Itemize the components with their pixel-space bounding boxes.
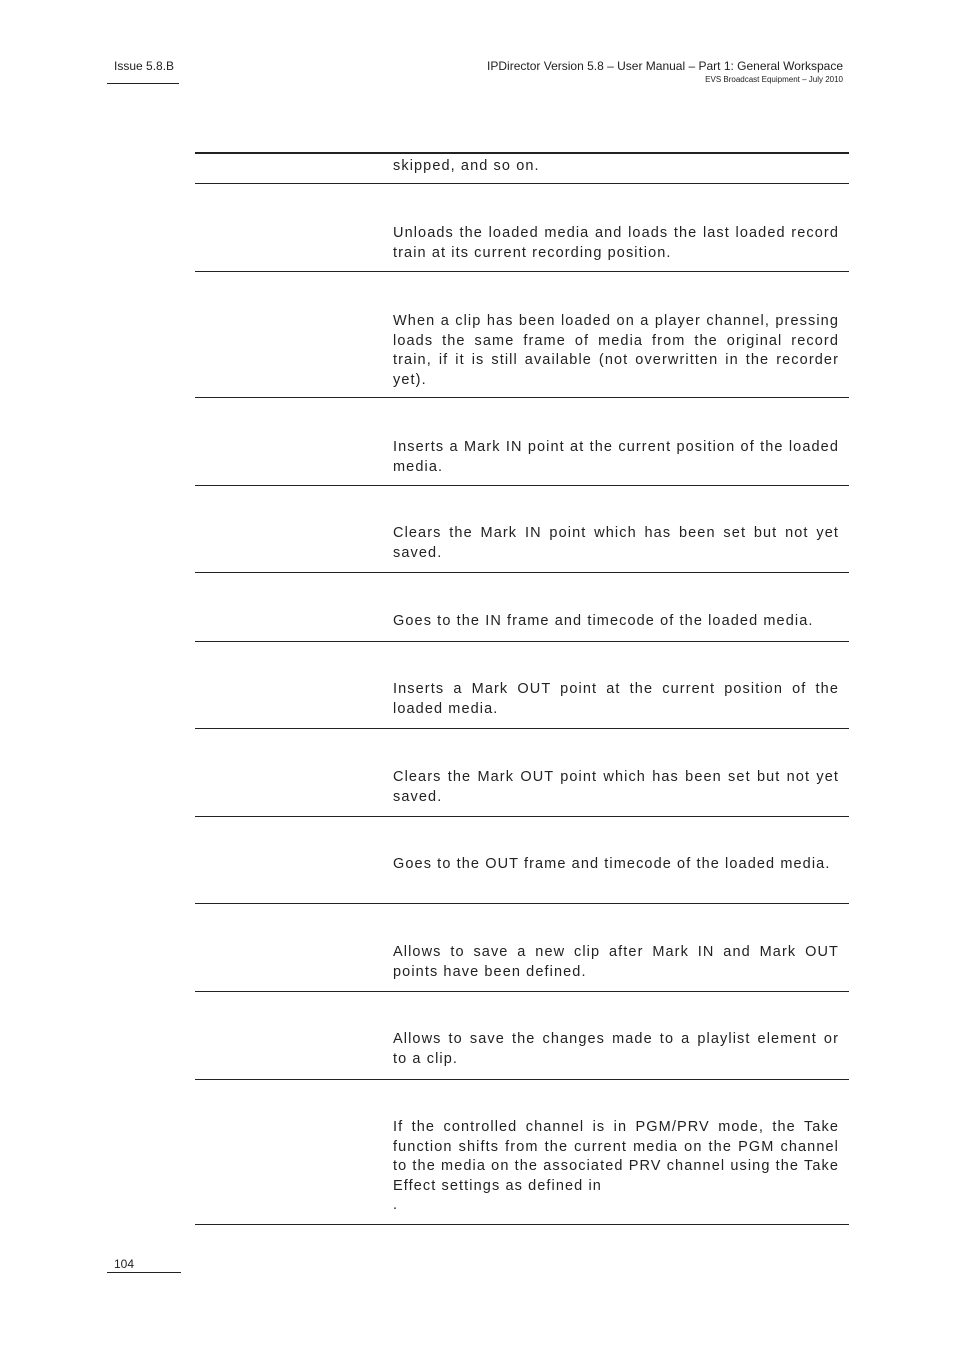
row-description: Inserts a Mark OUT point at the current position of the loaded media.: [393, 681, 839, 717]
footer-rule: [107, 1272, 181, 1273]
table-row: [195, 992, 849, 1080]
row-description: [393, 312, 901, 390]
table-row: [195, 184, 849, 272]
document-subtitle: EVS Broadcast Equipment – July 2010: [705, 75, 843, 84]
row-description-text: If the controlled channel is in PGM/PRV mode, the Take function shifts from the current media on the PGM channel to the media on the associated PRV channel using the Take Effect settings as defined in: [393, 1119, 839, 1194]
row-description: Inserts a Mark IN point at the current position of the loaded media.: [393, 439, 839, 475]
row-description: Clears the Mark OUT point which has been set but not yet saved.: [393, 769, 839, 805]
function-table: [195, 152, 901, 1225]
table-row: [195, 272, 901, 398]
table-row: [195, 1080, 849, 1225]
table-row: [195, 642, 849, 729]
row-description: Unloads the loaded media and loads the last loaded record train at its current recording position.: [393, 225, 839, 261]
table-row: [195, 817, 849, 904]
page-header: [487, 59, 843, 84]
table-row: [195, 154, 849, 184]
document-title: IPDirector Version 5.8 – User Manual – Part 1: General Workspace: [487, 59, 843, 73]
row-description: skipped, and so on.: [393, 158, 540, 174]
row-description: Goes to the IN frame and timecode of the loaded media.: [393, 613, 814, 629]
header-left-rule: [107, 83, 179, 84]
issue-label: Issue 5.8.B: [114, 59, 175, 73]
row-description: Allows to save a new clip after Mark IN and Mark OUT points have been defined.: [393, 944, 839, 980]
table-row: [195, 573, 849, 642]
row-description-tail: .: [393, 1197, 399, 1213]
table-row: [195, 904, 849, 992]
row-description-text: When a clip has been loaded on a player channel, pressing loads the same frame of media from the original record train, if it is still available (not overwritten in the recorder yet).: [393, 313, 901, 388]
table-row: [195, 729, 849, 817]
page-number: 104: [114, 1257, 135, 1271]
table-row: [195, 486, 849, 573]
row-description: [393, 1118, 839, 1216]
table-row: [195, 398, 849, 486]
row-description: Clears the Mark IN point which has been set but not yet saved.: [393, 525, 839, 561]
row-description: Goes to the OUT frame and timecode of the loaded media.: [393, 856, 831, 872]
row-description: Allows to save the changes made to a playlist element or to a clip.: [393, 1031, 839, 1067]
